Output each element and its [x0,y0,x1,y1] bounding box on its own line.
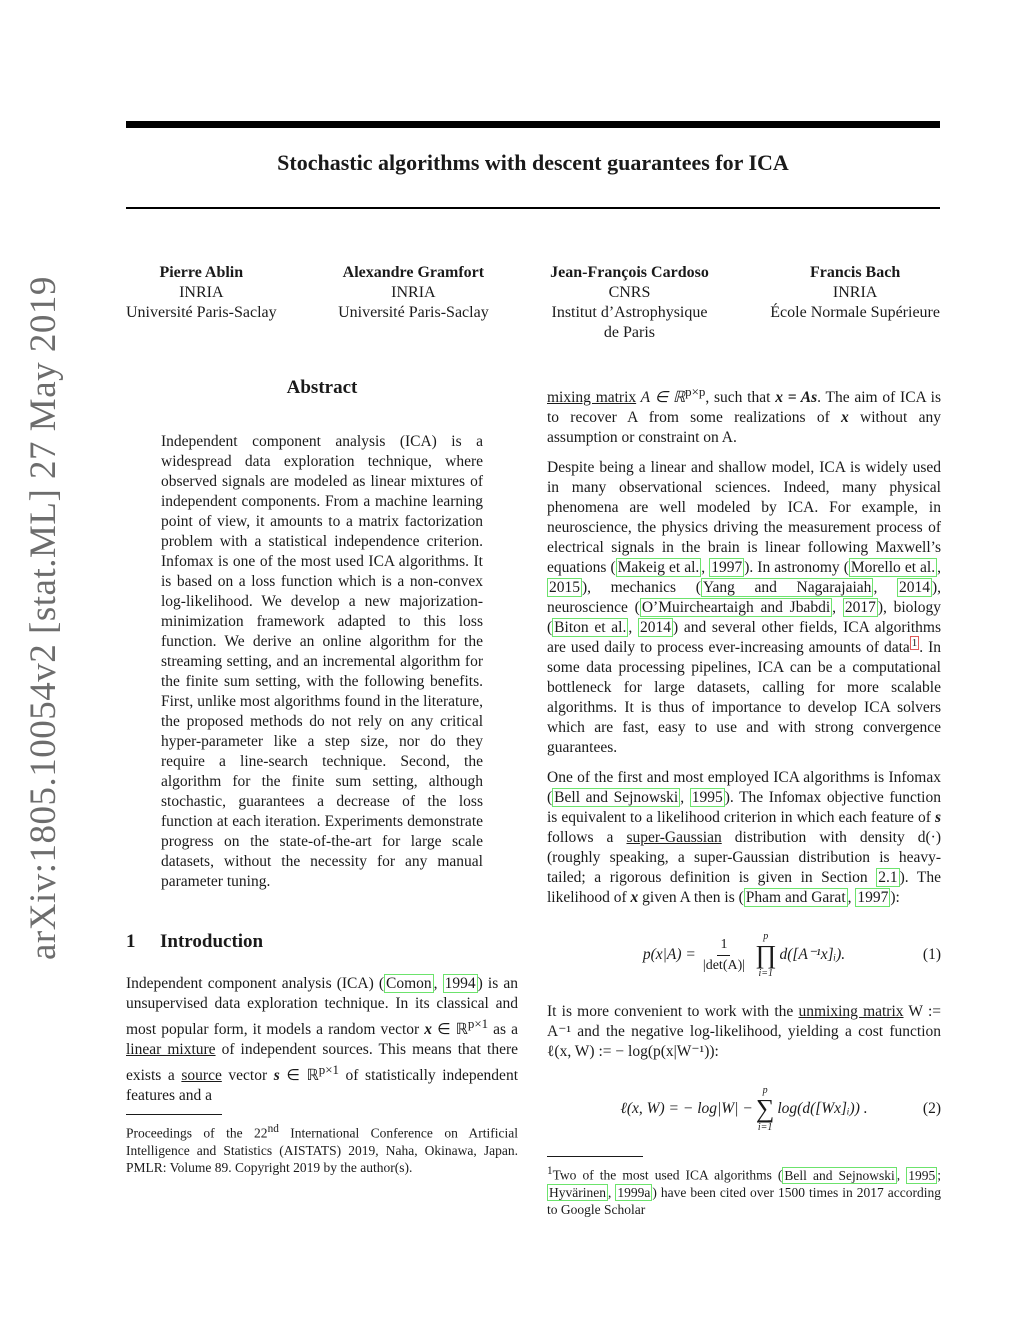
author-affiliation: Institut d’Astrophysique [551,304,708,321]
footnote-ref-link[interactable]: 1 [911,637,918,649]
glossary-link[interactable]: unmixing matrix [798,1003,904,1021]
citation-link[interactable]: Biton et al. [554,619,627,637]
author-name: Alexandre Gramfort [342,264,485,281]
citation-link[interactable]: 1995 [908,1167,936,1183]
citation-link[interactable]: 2015 [549,579,580,597]
citation-link[interactable]: Morello et al. [850,559,936,577]
left-column [126,378,518,1176]
title-top-rule [126,121,940,128]
body-paragraph: It is more convenient to work with the unmixing matrix W := A⁻¹ and the negative log-likelihood, yielding a cost function ℓ(x, W) := − log(p(x|W⁻¹)): [547,1003,941,1061]
citation-link[interactable]: Hyvärinen [549,1184,606,1200]
author-name: Pierre Ablin [159,264,244,281]
citation-link[interactable]: Pham and Garat [745,889,846,907]
citation-link[interactable]: 2014 [639,619,671,637]
citation-link[interactable]: 1995 [691,789,723,807]
equation-number: (2) [922,1100,941,1118]
section-ref-link[interactable]: 2.1 [878,869,898,887]
citation-link[interactable]: 1997 [857,889,889,907]
footnote-rule [126,1114,222,1115]
citation-link[interactable]: 1997 [711,559,743,577]
author-affiliation: de Paris [603,324,656,341]
citation-link[interactable]: Bell and Sejnowski [554,789,679,807]
equation-1: p(x|A) = $\frac{1}{|\det(A)|}$ p ∏ i=1 d([A⁻¹x]ᵢ). (1) [642,931,941,980]
body-paragraph: Despite being a linear and shallow model, ICA is widely used in many observational sciences. Indeed, many physical phenomena are well modeled by ICA. For example, in neuroscience, the physics driving the measurement process of electrical signals in the brain is linear following Maxwell’s equations ( Makeig et al. , 1997 ). In astronomy ( Morello et al. , 2015 ), mechanics ( Yang and Nagarajaiah , 2014 ), neuroscience ( O’Muircheartaigh and Jbabdi , 2017 ), biology ( Biton et al. , 2014 ) and several other fields, ICA algorithms are used daily to process ever-increasing amounts of data $^1$ . In some data processing pipelines, ICA can be a computational bottleneck for large datasets, calling for more scalable algorithms. It is thus of importance to develop ICA solvers which are fast, easy to use and with strong convergence guarantees. [547,459,942,757]
citation-link[interactable]: 1999a [617,1184,651,1200]
footnote-rule [547,1156,643,1157]
author-affiliation: INRIA [391,284,436,301]
citation-link[interactable]: 1994 [444,975,476,992]
citation-link[interactable]: Bell and Sejnowski [784,1167,895,1183]
glossary-link[interactable]: super-Gaussian [626,829,722,847]
author-affiliation: Université Paris-Saclay [338,304,489,321]
author-affiliation: INRIA [832,284,878,301]
intro-paragraph: Independent component analysis (ICA) ( Comon , 1994 ) is an unsupervised data exploration technique. In its classical and most popular form, it models a random vector x ∈ ℝ$^{p\times 1}$ as a linear mixture of independent sources. This means that there exists a source vector s ∈ ℝ$^{p\times 1}$ of statistically independent features and a [126,975,519,1105]
abstract-heading: Abstract [286,377,358,398]
author-list [126,263,940,343]
glossary-link[interactable]: mixing matrix [547,389,637,407]
abstract-text: Independent component analysis (ICA) is a widespread data exploration technique, where observed signals are modeled as linear mixtures of independent components. From a machine learning point of view, it amounts to a matrix factorization problem with a statistical independence criterion. Infomax is one of the most used ICA algorithms. It is based on a loss function which is a non-convex log-likelihood. We develop a new majorization-minimization framework adapted to this loss function. We derive an online algorithm for the streaming setting, and an incremental algorithm for the finite sum setting, with the following benefits. First, unlike most algorithms found in the literature, the proposed methods do not rely on any critical hyper-parameter like a step size, nor do they require a line-search technique. Second, the algorithm for the finite sum setting, although stochastic, guarantees a decrease of the loss function at each iteration. Experiments demonstrate progress on the state-of-the-art for large scale datasets, without the necessity for any manual parameter tuning. [161,433,483,890]
author-affiliation: INRIA [179,284,224,301]
author-affiliation: Université Paris-Saclay [126,304,277,321]
author-block [338,263,489,343]
author-name: Jean-François Cardoso [550,264,709,281]
title-bottom-rule [126,207,940,209]
footnote-1: $^1$Two of the most used ICA algorithms ( Bell and Sejnowski , 1995 ; Hyvärinen , 1999a ) have been cited over 1500 times in 2017 according to Google Scholar [547,1165,942,1217]
glossary-link[interactable]: linear mixture [126,1041,216,1059]
author-block [126,263,277,343]
glossary-link[interactable]: source [181,1067,222,1085]
citation-link[interactable]: O’Muircheartaigh and Jbabdi [641,599,831,617]
section-title: Introduction [160,931,264,952]
author-affiliation: École Normale Supérieure [770,304,940,321]
paper-title: Stochastic algorithms with descent guarantees for ICA [277,150,789,175]
citation-link[interactable]: Makeig et al. [617,559,700,577]
author-name: Francis Bach [810,264,901,281]
citation-link[interactable]: Yang and Nagarajaiah [702,579,872,597]
right-column [547,382,941,1218]
equation-2: ℓ(x, W) = − log|W| − p ∑ i=1 log(d([Wx]ᵢ)) . (2) [620,1085,941,1134]
sum-operator: p ∑ i=1 [755,1085,775,1134]
author-block [770,263,940,343]
fraction: $\frac{1}{|\det(A)|}$ [702,936,746,973]
citation-link[interactable]: 2017 [844,599,876,617]
product-operator: p ∏ i=1 [755,931,777,980]
section-number: 1 [126,931,136,952]
body-paragraph: mixing matrix A ∈ ℝ$^{p\times p}$, such that x = As. The aim of ICA is to recover A from some realizations of x without any assumption or constraint on A. [547,384,942,447]
arxiv-identifier: arXiv:1805.10054v2 [stat.ML] 27 May 2019 [23,276,64,960]
author-affiliation: CNRS [608,284,651,301]
section-heading-introduction [126,932,518,952]
author-block [550,263,709,343]
equation-number: (1) [922,946,941,964]
citation-link[interactable]: 2014 [898,579,930,597]
citation-link[interactable]: Comon [386,975,432,992]
body-paragraph: One of the first and most employed ICA algorithms is Infomax ( Bell and Sejnowski , 1995 ). The Infomax objective function is equivalent to a likelihood criterion in which each feature of s follows a super-Gaussian distribution with density d(·) (roughly speaking, a super-Gaussian distribution is heavy-tailed; a rigorous definition is given in Section 2.1 ). The likelihood of x given A then is ( Pham and Garat , 1997 ): [547,769,941,907]
footnote-proceedings: Proceedings of the 22nd International Conference on Artificial Intelligence and Statistics (AISTATS) 2019, Naha, Okinawa, Japan. PMLR: Volume 89. Copyright 2019 by the author(s). [126,1123,518,1175]
